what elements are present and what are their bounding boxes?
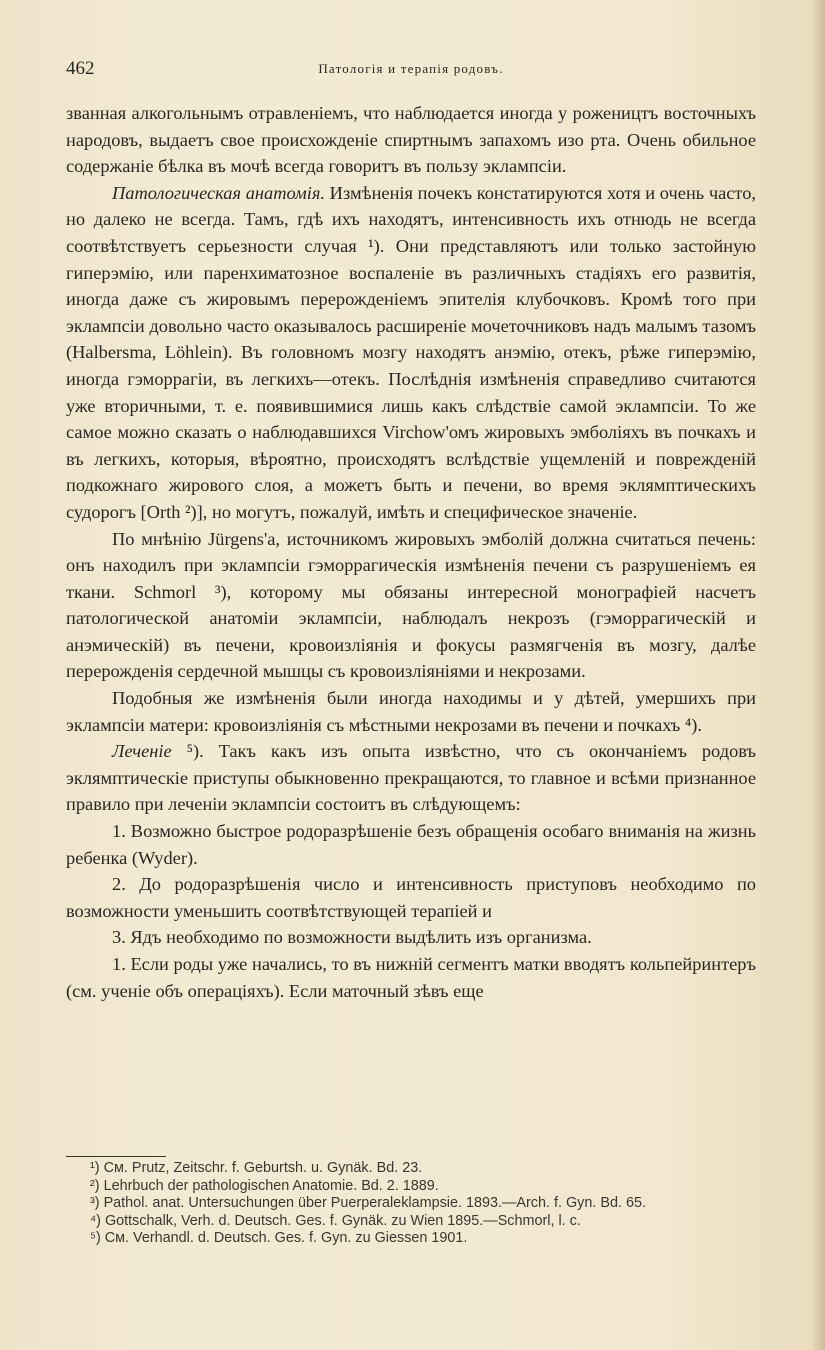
footnote: ⁵) См. Verhandl. d. Deutsch. Ges. f. Gyn. zu Giessen 1901. — [90, 1230, 468, 1247]
paragraph — [66, 180, 756, 526]
footnote: ⁴) Gottschalk, Verh. d. Deutsch. Ges. f. Gynäk. zu Wien 1895.—Schmorl, l. c. — [90, 1212, 581, 1229]
footnote: ³) Pathol. anat. Untersuchungen über Puerperaleklampsie. 1893.—Arch. f. Gyn. Bd. 65. — [90, 1195, 646, 1212]
section-heading: Патологическая анатомія. — [112, 182, 325, 203]
paragraph — [66, 526, 756, 686]
paragraph — [66, 738, 756, 818]
list-item — [66, 871, 756, 924]
list-item-text: 3. Ядъ необходимо по возможности выдѣлить изъ организма. — [112, 927, 592, 948]
page-number: 462 — [66, 58, 95, 79]
list-item-text: 2. До родоразрѣшенія число и интенсивность приступовъ необходимо по возможности уменьшить соотвѣтствующей терапіей и — [66, 874, 756, 921]
footnote: ¹) См. Prutz, Zeitschr. f. Geburtsh. u. Gynäk. Bd. 23. — [90, 1160, 423, 1176]
footnotes — [66, 1160, 766, 1248]
section-heading: Леченіе — [112, 741, 172, 762]
page-edge-shadow — [811, 0, 825, 1350]
list-item-text: 1. Возможно быстрое родоразрѣшеніе безъ обращенія особаго вниманія на жизнь ребенка (Wyder). — [66, 821, 756, 868]
paragraph-text: Измѣненія почекъ констатируются хотя и очень часто, но далеко не всегда. Тамъ, гдѣ ихъ находятъ, интенсивность ихъ отнюдь не всегда соотвѣтствуетъ серьезности случая ¹). Они представляютъ или только застойную гиперэмію, или паренхиматозное воспаленіе въ различныхъ стадіяхъ его развитія, иногда даже съ жировымъ перерожденіемъ эпителія клубочковъ. Кромѣ того при эклампсіи довольно часто оказывалось расширеніе мочеточниковъ надъ малымъ тазомъ (Halbersma, Löhlein). Въ головномъ мозгу находятъ анэмію, отекъ, рѣже гиперэмію, иногда гэморрагіи, въ легкихъ—отекъ. Послѣднія измѣненія справедливо считаются уже вторичными, т. е. появившимися лишь какъ слѣдствіе самой эклампсіи. То же самое можно сказать о наблюдавшихся Virchow'омъ жировыхъ эмболіяхъ въ почкахъ и въ легкихъ, которыя, вѣроятно, происходятъ вслѣдствіе ущемленій и поврежденій подкожнаго жирового слоя, а можетъ быть и печени, во время эклямптическихъ судорогъ [Orth ²)], но могутъ, пожалуй, имѣть и специфическое значеніе. — [66, 182, 756, 522]
body-text — [66, 100, 756, 1004]
list-item-text: 1. Если роды уже начались, то въ нижній сегментъ матки вводятъ кольпейринтеръ (см. ученіе объ операціяхъ). Если маточный зѣвъ еще — [66, 954, 756, 1001]
footnote: ²) Lehrbuch der pathologischen Anatomie. Bd. 2. 1889. — [90, 1177, 439, 1194]
paragraph — [66, 100, 756, 180]
list-item — [66, 924, 756, 951]
paragraph-text: Подобныя же измѣненія были иногда находимы и у дѣтей, умершихъ при эклампсіи матери: кровоизліянія съ мѣстными некрозами въ печени и почкахъ ⁴). — [66, 688, 756, 735]
paragraph-text: По мнѣнію Jürgens'а, источникомъ жировыхъ эмболій должна считаться печень: онъ находилъ при эклампсіи гэморрагическія измѣненія печени съ разрушеніемъ ея ткани. Schmorl ³), которому мы обязаны интересной монографіей насчетъ патологической анатоміи эклампсіи, наблюдалъ некрозъ (гэморрагическій и анэмическій) въ печени, кровоизліянія и фокусы размягченія въ мозгу, далѣе перерожденія сердечной мышцы съ кровоизліяніями и некрозами. — [66, 528, 756, 682]
paragraph-text: званная алкогольнымъ отравленіемъ, что наблюдается иногда у рожеництъ восточныхъ народовъ, выдаетъ свое происхожденіе спиртнымъ запахомъ изо рта. Очень обильное содержаніе бѣлка въ мочѣ всегда говоритъ въ пользу эклампсіи. — [66, 103, 756, 177]
paragraph-text: ⁵). Такъ какъ изъ опыта извѣстно, что съ окончаніемъ родовъ эклямптическіе приступы обыкновенно прекращаются, то главное и всѣми признанное правило при леченіи эклампсіи состоитъ въ слѣдующемъ: — [66, 741, 756, 815]
paragraph — [66, 685, 756, 738]
list-item — [66, 951, 756, 1004]
running-title: Патологія и терапія родовъ. — [318, 61, 504, 76]
footnote-divider — [66, 1156, 166, 1157]
list-item — [66, 818, 756, 871]
page-header — [66, 58, 756, 82]
